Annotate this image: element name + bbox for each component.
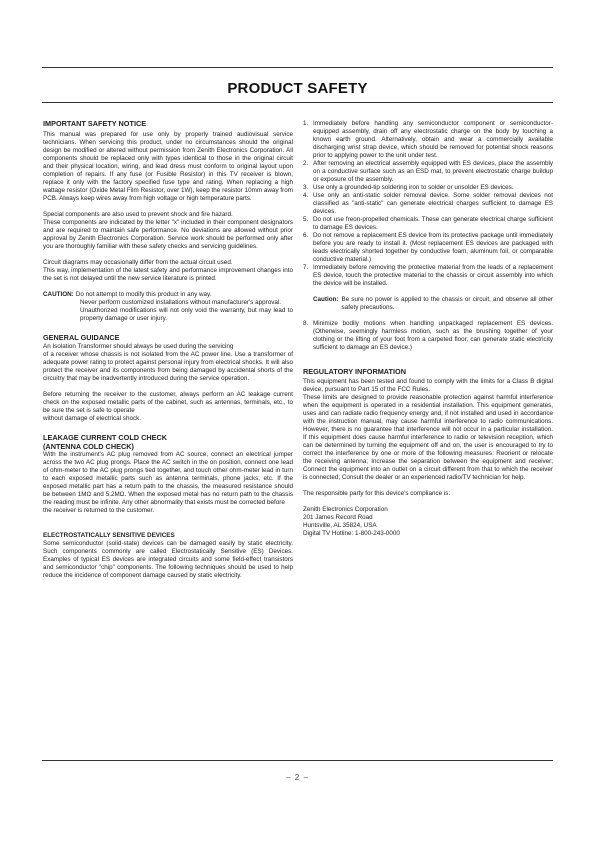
regulatory-information-heading: REGULATORY INFORMATION <box>303 367 406 376</box>
antenna-cold-check-heading: (ANTENNA COLD CHECK) <box>43 441 134 451</box>
list-item: 5. Do not use freon-propelled chemicals. These can generate electrical charge sufficient to damage ES devices. <box>303 216 553 231</box>
list-item: 2. After removing an electrical assembly equipped with ES devices, place the assembly on a conductive surface such as an ESD mat, to prevent electrostatic charge buildup or exposure of the assembly. <box>303 160 553 183</box>
caution-label: CAUTION: <box>43 290 74 298</box>
list-item: 3. Use only a grounded-tip soldering iron to solder or unsolder ES devices. <box>303 184 514 191</box>
general-guidance-heading: GENERAL GUIDANCE <box>43 332 120 342</box>
important-safety-notice-heading: IMPORTANT SAFETY NOTICE <box>43 119 147 128</box>
guidance-paragraph: Before returning the receiver to the customer, always perform an AC leakage current check on the exposed metallic parts of the cabinet, such as antennas, terminals, etc., to be sure the set is safe to operate <box>43 391 293 414</box>
list-item: 6. Do not remove a replacement ES device from its protective package until immediately before you are ready to install it. (Most replacement ES devices are packaged with leads electrically shorted together by conductive foam, aluminum foil, or comparable conductive material.) <box>303 232 553 263</box>
caution-line: Do not attempt to modify this product in any way. <box>75 290 212 298</box>
guidance-paragraph: An Isolation Transformer should always be used during the servicing <box>43 343 234 350</box>
guidance-paragraph: without damage of electrical shock. <box>43 415 142 422</box>
regulatory-paragraph: These limits are designed to provide reasonable protection against harmful interference when the equipment is operated in a residential installation. This equipment generates, uses and can radiate radio frequency energy and, if not installed and used in accordance with the instruction manual, may cause harmful interference to radio communications. However, there is no guarantee that interference will not occur in a particular installation. If this equipment does cause harmful interference to radio or television reception, which can be determined by turning the equipment off and on, the user is encouraged to try to correct the interference by one or more of the following measures: Reorient or relocate the receiving antenna; Increase the separation between the equipment and receiver; Connect the equipment into an outlet on a circuit different from that to which the receiver is connected; Consult the dealer or an experienced radio/TV technician for help. <box>303 393 553 481</box>
esd-paragraph: Some semiconductor (solid-state) devices can be damaged easily by static electricity. Such components commonly are called Electrostatically Sensitive (ES) Devices. Examples of typical ES devices are integrated circuits and some field-effect transistors and semiconductor "chip" components. The following techniques should be used to help reduce the incidence of component damage caused by static electricity. <box>43 540 293 579</box>
list-item: 4. Use only an anti-static solder removal device. Some solder removal devices not classified as "anti-static" can generate electrical charges sufficient to damage ES devices. <box>303 192 553 215</box>
regulatory-paragraph: The responsible party for this device's compliance is: <box>303 489 451 497</box>
notice-paragraph: These components are indicated by the letter "x" included in their component designators and are required to maintain safe performance. No deviations are allowed without prior approval by Zenith Electronics Corporation. Service work should be performed only after you are thoroughly familiar with these safety checks and servicing guidelines. <box>43 218 293 250</box>
notice-paragraph: Circuit diagrams may occasionally differ from the actual circuit used. <box>43 258 233 266</box>
left-column <box>43 120 293 580</box>
list-item: 1. Immediately before handling any semiconductor component or semiconductor-equipped assembly, drain off any electrostatic charge on the body by touching a known earth ground. Alternatively, obtain and wear a commercially available discharging wrist strap device, which should be removed for potential shock reasons prior to applying power to the unit under test. <box>303 120 553 159</box>
leakage-paragraph: the receiver is returned to the customer. <box>43 507 154 514</box>
page-number: – 2 – <box>286 773 309 782</box>
top-rule <box>42 67 553 68</box>
esd-caution-label: Caution: <box>313 296 339 303</box>
esd-caution-block <box>303 296 553 312</box>
page-title: PRODUCT SAFETY <box>227 80 368 97</box>
notice-paragraph: This manual was prepared for use only by properly trained audiovisual service technicians. When servicing this product, under no circumstances should the original design be modified or altered without permission from Zenith Electronics Corporation. All components should be replaced only with types identical to those in the original circuit and their physical location, wiring, and lead dress must conform to original layout upon completion of repairs. If any fuse (or Fusible Resistor) in this TV receiver is blown, replace it only with the factory specified fuse type and rating. When replacing a high wattage resistor (Oxide Metal Film Resistor, over 1W), keep the resistor 10mm away from PCB. Always keep wires away from high voltage or high temperature parts. <box>43 130 293 202</box>
list-item: 7. Immediately before removing the protective material from the leads of a replacement ES device, touch the protective material to the chassis or circuit assembly into which the device will be installed. <box>303 264 553 287</box>
esd-precautions-list <box>303 120 553 288</box>
caution-line: Never perform customized installations without manufacturer's approval. <box>80 298 282 306</box>
caution-line: Unauthorized modifications will not only void the warranty, but may lead to property damage or user injury. <box>80 306 293 322</box>
address-line: Zenith Electronics Corporation <box>303 505 388 513</box>
leakage-paragraph: With the instrument's AC plug removed from AC source, connect an electrical jumper across the two AC plug prongs. Place the AC switch in the on position, connect one lead of ohm-meter to the AC plug prongs tied together, and touch other ohm-meter lead in turn to each exposed metallic parts such as antenna terminals, phone jacks, etc. If the exposed metallic part has a return path to the chassis, the measured resistance should be between 1MΩ and 5.2MΩ. When the exposed metal has no return path to the chassis the reading must be infinite. Any other abnormality that exists must be corrected before <box>43 451 293 506</box>
hotline-line: Digital TV Hotline: 1-800-243-0000 <box>303 529 400 537</box>
address-line: 201 James Record Road <box>303 513 373 521</box>
leakage-check-heading: LEAKAGE CURRENT COLD CHECK <box>43 433 168 442</box>
guidance-paragraph: of a receiver whose chassis is not isolated from the AC power line. Use a transformer of adequate power rating to protect against personal injury from electrical shocks. It will also protect the receiver and its components from being damaged by accidental shorts of the circuitry that may be inadvertently introduced during the service operation. <box>43 351 293 382</box>
address-line: Huntsville, AL 35824, USA <box>303 521 377 529</box>
esd-heading: ELECTROSTATICALLY SENSITIVE DEVICES <box>43 532 175 539</box>
bottom-rule <box>42 760 553 761</box>
esd-caution-text: Be sure no power is applied to the chassis or circuit, and observe all other safety precautions. <box>341 296 553 311</box>
regulatory-paragraph: This equipment has been tested and found to comply with the limits for a Class B digital device, pursuant to Part 15 of the FCC Rules. <box>303 377 553 393</box>
notice-paragraph: Special components are also used to prevent shock and fire hazard. <box>43 210 233 218</box>
list-item: 8. Minimize bodily motions when handling unpackaged replacement ES devices. (Otherwise, seemingly harmless motion, such as the brushing together of your clothing or the lifting of your foot from a carpeted floor, can generate static electricity sufficient to damage an ES device.) <box>303 320 553 351</box>
notice-paragraph: This way, implementation of the latest safety and performance improvement changes into the set is not delayed until the new service literature is printed. <box>43 266 293 282</box>
title-rule <box>42 102 553 103</box>
esd-precautions-list-continued <box>303 320 553 352</box>
right-column <box>303 120 553 538</box>
caution-block <box>43 291 293 299</box>
